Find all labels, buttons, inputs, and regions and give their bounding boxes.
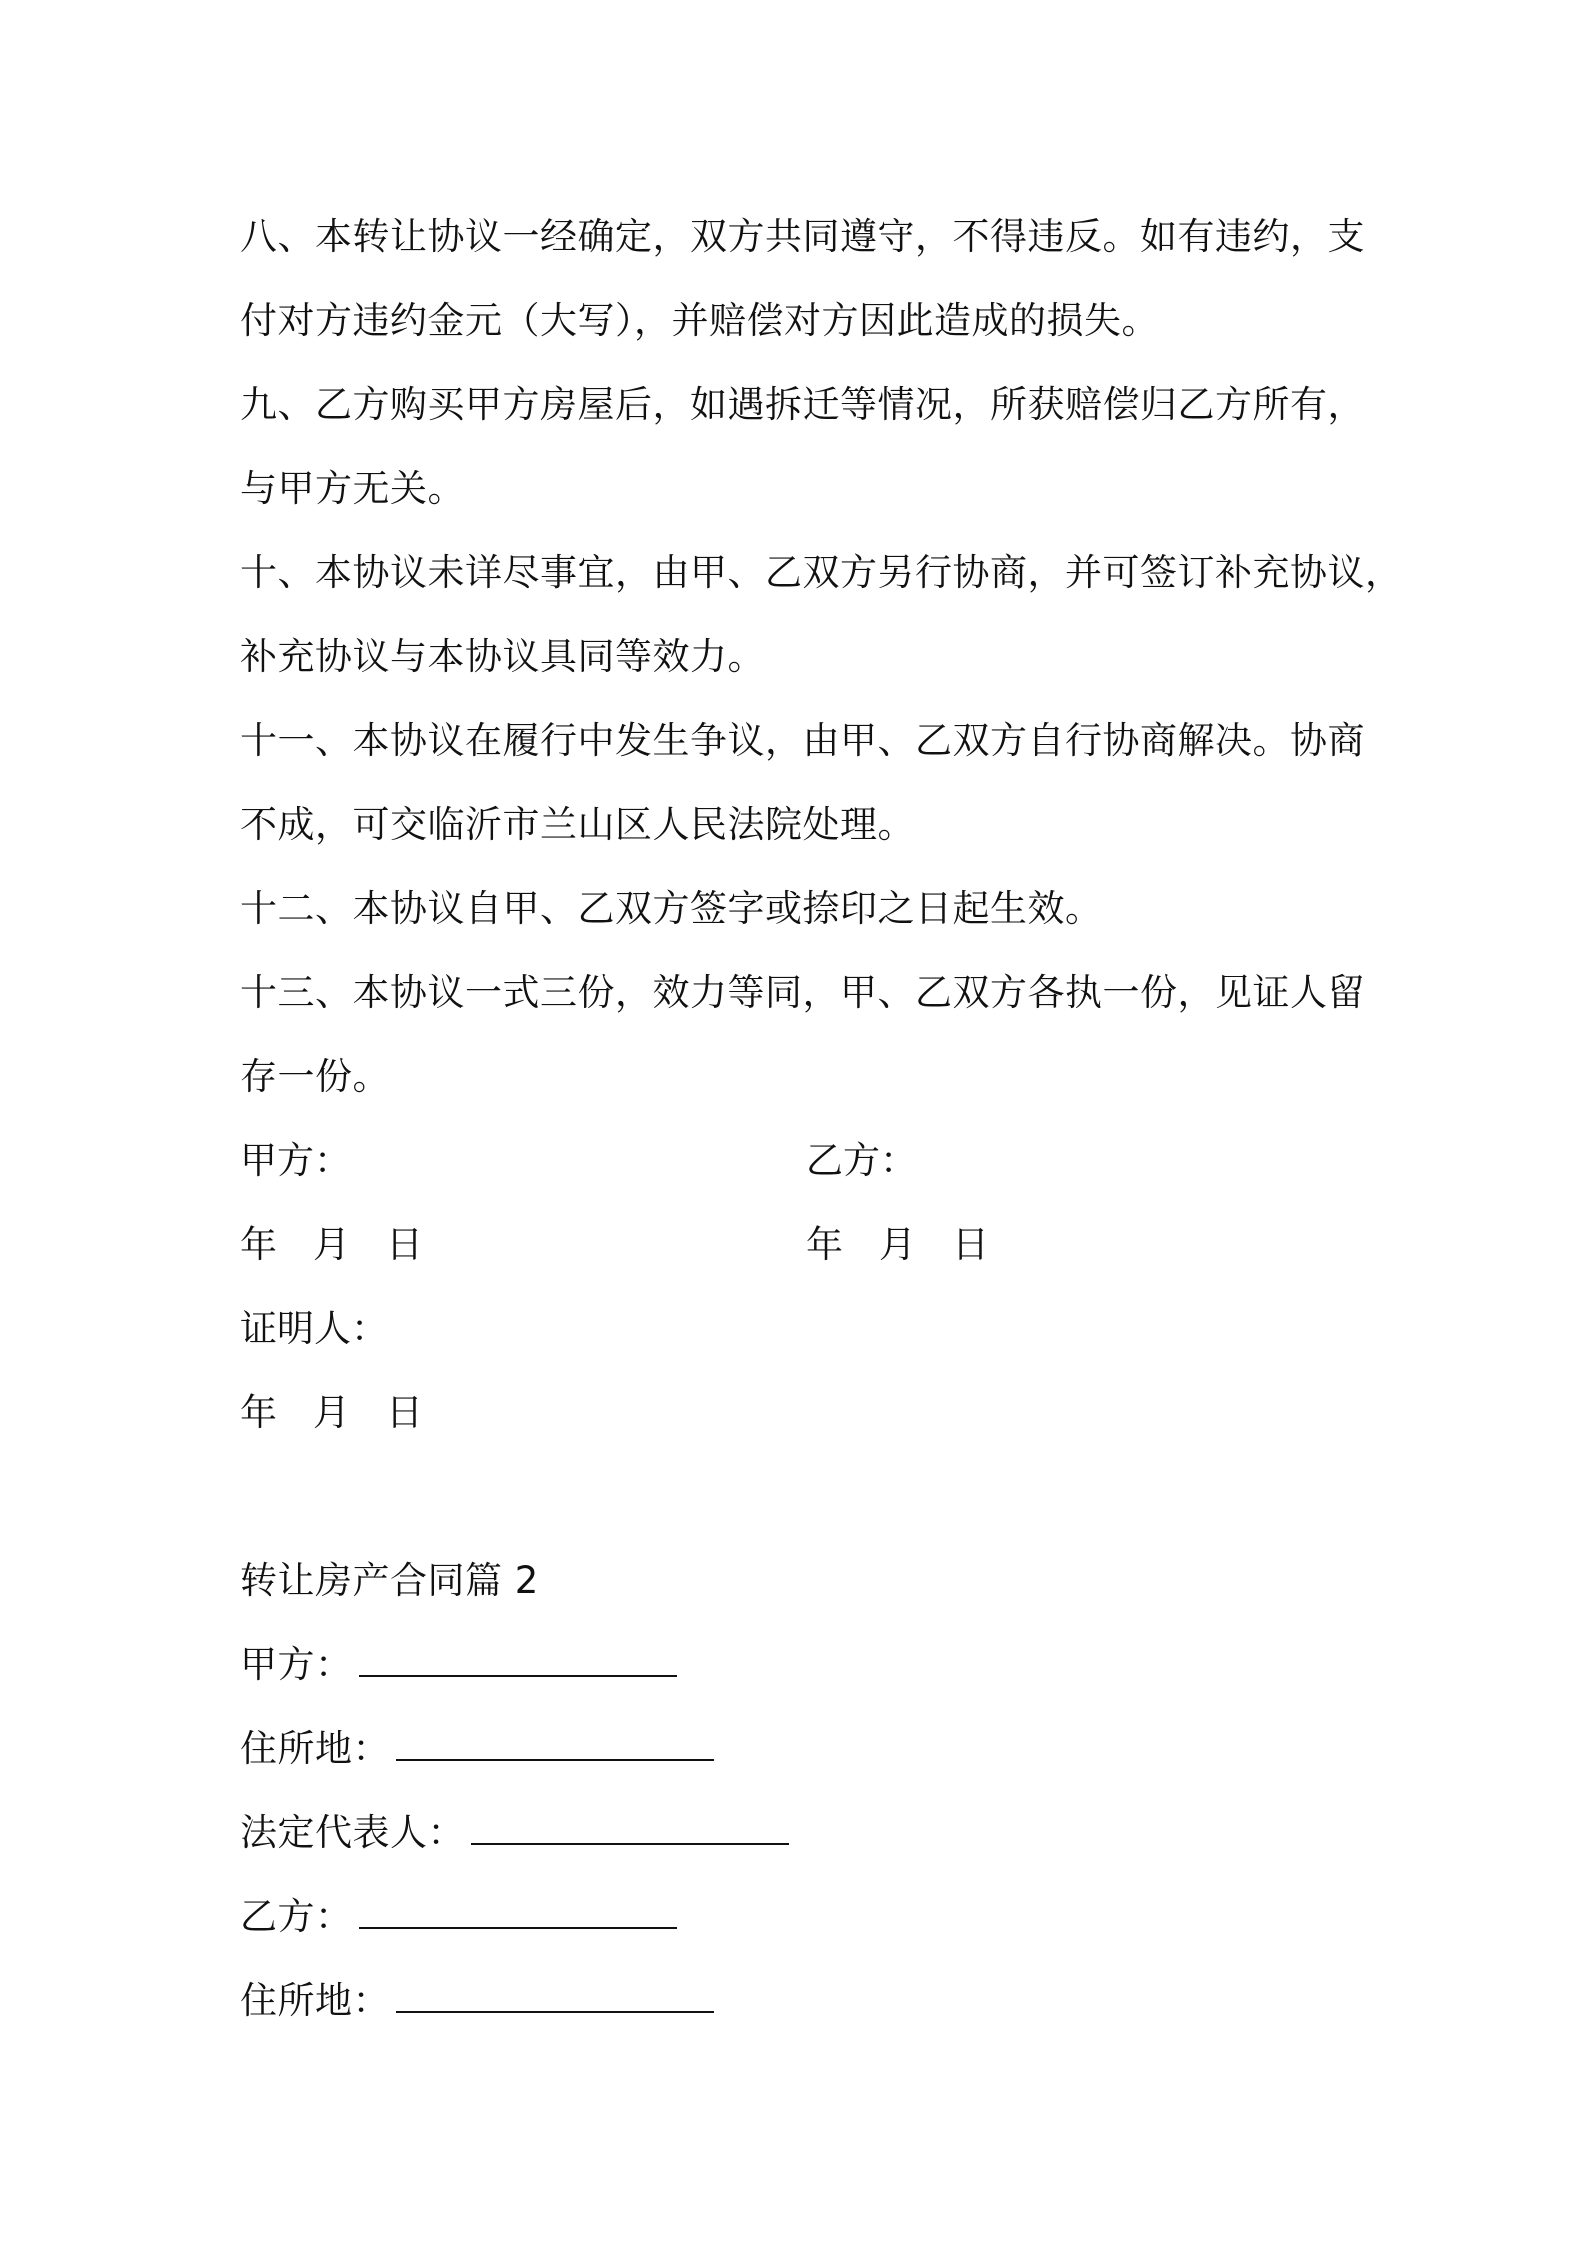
month-label: 月 [313, 1223, 350, 1266]
field-label: 住所地： [240, 1727, 390, 1770]
clause-9-line-2: 与甲方无关。 [240, 467, 465, 510]
day-label: 日 [952, 1223, 989, 1266]
fill-in-blank [471, 1803, 789, 1845]
clause-9-line-1: 九、乙方购买甲方房屋后，如遇拆迁等情况，所获赔偿归乙方所有， [240, 383, 1365, 426]
field-legal-representative [240, 1791, 1360, 1875]
document-page [240, 195, 1403, 2043]
clause-9 [240, 363, 1365, 531]
clause-10 [240, 531, 1403, 699]
section-2-title: 转让房产合同篇 2 [240, 1559, 539, 1602]
fill-in-blank [396, 1971, 714, 2013]
clause-10-line-2: 补充协议与本协议具同等效力。 [240, 635, 765, 678]
clause-8-line-2: 付对方违约金元（大写），并赔偿对方因此造成的损失。 [240, 299, 1159, 342]
clause-12-line-1: 十二、本协议自甲、乙双方签字或捺印之日起生效。 [240, 887, 1103, 930]
party-a-signature-label: 甲方： [240, 1139, 351, 1182]
field-label: 乙方： [240, 1895, 353, 1938]
month-label: 月 [313, 1391, 350, 1434]
field-label: 法定代表人： [240, 1811, 465, 1854]
field-party-b [240, 1875, 1360, 1959]
party-a-date [240, 1203, 423, 1287]
day-label: 日 [386, 1391, 423, 1434]
fill-in-blank [359, 1887, 677, 1929]
field-party-a-address [240, 1707, 1360, 1791]
clause-13-line-1: 十三、本协议一式三份，效力等同，甲、乙双方各执一份，见证人留 [240, 971, 1365, 1014]
year-label: 年 [240, 1223, 277, 1266]
clause-10-line-1: 十、本协议未详尽事宜，由甲、乙双方另行协商，并可签订补充协议， [240, 551, 1403, 594]
signature-dates-row [240, 1203, 1360, 1287]
signature-parties-row [240, 1119, 1360, 1203]
clause-8 [240, 195, 1365, 363]
clause-12 [240, 867, 1360, 951]
fill-in-blank [396, 1719, 714, 1761]
day-label: 日 [386, 1223, 423, 1266]
clause-11 [240, 699, 1365, 867]
witness-date [240, 1371, 423, 1455]
month-label: 月 [879, 1223, 916, 1266]
clause-8-line-1: 八、本转让协议一经确定，双方共同遵守，不得违反。如有违约，支 [240, 215, 1365, 258]
field-label: 住所地： [240, 1979, 390, 2022]
party-b-signature-label: 乙方： [806, 1139, 917, 1182]
witness-date-row [240, 1371, 1360, 1455]
field-party-a [240, 1623, 1360, 1707]
clause-13-line-2: 存一份。 [240, 1055, 390, 1098]
clause-11-line-2: 不成，可交临沂市兰山区人民法院处理。 [240, 803, 915, 846]
section-spacer [240, 1455, 1360, 1539]
witness-row [240, 1287, 1360, 1371]
year-label: 年 [806, 1223, 843, 1266]
party-b-date [806, 1203, 989, 1287]
year-label: 年 [240, 1391, 277, 1434]
fill-in-blank [359, 1635, 677, 1677]
witness-signature-label: 证明人： [240, 1307, 388, 1350]
clause-11-line-1: 十一、本协议在履行中发生争议，由甲、乙双方自行协商解决。协商 [240, 719, 1365, 762]
clause-13 [240, 951, 1365, 1119]
field-party-b-address [240, 1959, 1360, 2043]
field-label: 甲方： [240, 1643, 353, 1686]
